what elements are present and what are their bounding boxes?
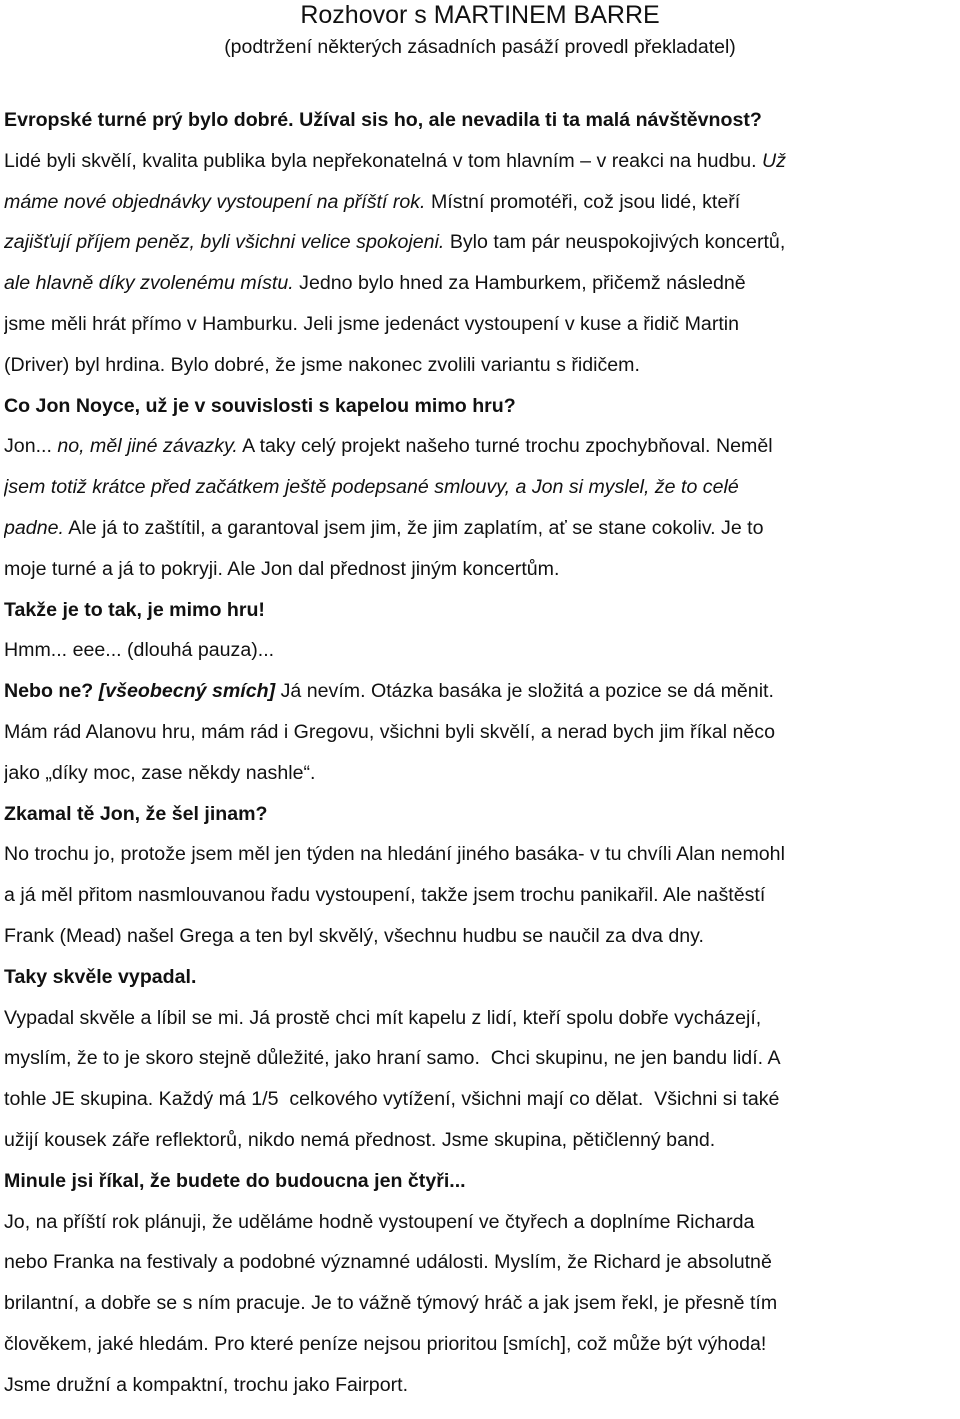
answer-text: Vypadal skvěle a líbil se mi. Já prostě chci mít kapelu z lidí, kteří spolu dobře vycházejí,	[4, 1006, 762, 1029]
text-line	[4, 834, 956, 875]
answer-text: Už	[762, 149, 786, 172]
answer-text: Frank (Mead) našel Grega a ten byl skvělý, všechnu hudbu se naučil za dva dny.	[4, 924, 704, 947]
text-line	[4, 304, 956, 345]
text-line	[4, 916, 956, 957]
answer-text: Jedno bylo hned za Hamburkem, přičemž následně	[293, 272, 746, 295]
answer-text: brilantní, a dobře se s ním pracuje. Je to vážně týmový hráč a jak jsem řekl, je přesně tím	[4, 1292, 778, 1315]
text-line	[4, 794, 956, 835]
text-line	[4, 1038, 956, 1079]
text-line	[4, 1324, 956, 1365]
text-line	[4, 345, 956, 386]
text-line	[4, 222, 956, 263]
answer-text: a já měl přitom nasmlouvanou řadu vystoupení, takže jsem trochu panikařil. Ale naštěstí	[4, 884, 766, 907]
answer-text: Jo, na příští rok plánuji, že uděláme hodně vystoupení ve čtyřech a doplníme Richarda	[4, 1210, 755, 1233]
answer-text: Mám rád Alanovu hru, mám rád i Gregovu, všichni byli skvělí, a nerad bych jim říkal něco	[4, 720, 776, 743]
question-text: Co Jon Noyce, už je v souvislosti s kapelou mimo hru?	[4, 394, 516, 417]
answer-text: Ale já to zaštítil, a garantoval jsem jim, že jim zaplatím, ať se stane cokoliv. Je to	[63, 516, 764, 539]
text-line	[4, 1202, 956, 1243]
answer-text: máme nové objednávky vystoupení na příští rok.	[4, 190, 426, 213]
answer-text: (Driver) byl hrdina. Bylo dobré, že jsme nakonec zvolili variantu s řidičem.	[4, 353, 640, 376]
answer-text: tohle JE skupina. Každý má 1/5 celkového vytížení, všichni mají co dělat. Všichni si také	[4, 1088, 780, 1111]
text-line	[4, 1161, 956, 1202]
answer-text: jsme měli hrát přímo v Hamburku. Jeli jsme jedenáct vystoupení v kuse a řidič Martin	[4, 312, 740, 335]
question-text: Nebo ne?	[4, 680, 99, 703]
text-line	[4, 263, 956, 304]
answer-text: zajišťují příjem peněz, byli všichni velice spokojeni.	[4, 231, 445, 254]
answer-text: Hmm... eee... (dlouhá pauza)...	[4, 639, 275, 662]
text-line	[4, 998, 956, 1039]
answer-text: Bylo tam pár neuspokojivých koncertů,	[444, 231, 786, 254]
text-line	[4, 182, 956, 223]
question-text: Takže je to tak, je mimo hru!	[4, 598, 265, 621]
text-line	[4, 1365, 956, 1406]
text-line	[4, 753, 956, 794]
text-line	[4, 1120, 956, 1161]
text-line	[4, 630, 956, 671]
answer-text: Jsme družní a kompaktní, trochu jako Fairport.	[4, 1373, 409, 1396]
text-line	[4, 1242, 956, 1283]
text-line	[4, 712, 956, 753]
text-line	[4, 141, 956, 182]
text-line	[4, 467, 956, 508]
answer-text: moje turné a já to pokryji. Ale Jon dal přednost jiným koncertům.	[4, 557, 560, 580]
answer-text: A taky celý projekt našeho turné trochu zpochybňoval.	[237, 435, 716, 458]
text-line	[4, 671, 956, 712]
text-line	[4, 1079, 956, 1120]
question-text: Evropské turné prý bylo dobré. Užíval sis ho, ale nevadila ti ta malá návštěvnost?	[4, 109, 762, 131]
answer-text: jsem totiž krátce před začátkem ještě podepsané smlouvy, a Jon si myslel, že to celé	[4, 476, 739, 499]
text-line	[4, 875, 956, 916]
answer-text: no, měl jiné závazky.	[57, 435, 238, 458]
answer-text: padne.	[4, 516, 64, 539]
answer-text: Neměl	[715, 435, 773, 458]
answer-text: nebo Franka na festivaly a podobné významné události. Myslím, že Richard je absolutně	[4, 1251, 772, 1274]
document-subtitle: (podtržení některých zásadních pasáží provedl překladatel)	[224, 36, 736, 58]
answer-text: Místní promotéři, což jsou lidé, kteří	[425, 190, 741, 213]
answer-text: Jon...	[4, 435, 58, 458]
interview-body	[4, 100, 956, 1406]
question-text: Minule jsi říkal, že budete do budoucna jen čtyři...	[4, 1169, 466, 1192]
text-line	[4, 100, 956, 141]
text-line	[4, 426, 956, 467]
answer-text: ale hlavně díky zvolenému místu.	[4, 272, 294, 295]
text-line	[4, 957, 956, 998]
answer-text: člověkem, jaké hledám. Pro které peníze nejsou prioritou [smích], což může být výhoda!	[4, 1332, 767, 1355]
text-line	[4, 590, 956, 631]
answer-text: Lidé byli skvělí, kvalita publika byla nepřekonatelná v tom hlavním – v reakci na hudbu.	[4, 149, 763, 172]
text-line	[4, 386, 956, 427]
answer-text: myslím, že to je skoro stejně důležité, jako hraní samo. Chci skupinu, ne jen bandu lidí. A	[4, 1047, 781, 1070]
document-title: Rozhovor s MARTINEM BARRE	[300, 1, 660, 29]
question-text: [všeobecný smích]	[98, 680, 276, 703]
answer-text: Já nevím. Otázka basáka je složitá a pozice se dá měnit.	[275, 680, 774, 703]
text-line	[4, 1283, 956, 1324]
answer-text: užijí kousek záře reflektorů, nikdo nemá přednost. Jsme skupina, pětičlenný band.	[4, 1128, 716, 1151]
answer-text: jako „díky moc, zase někdy nashle“.	[4, 761, 316, 784]
question-text: Zkamal tě Jon, že šel jinam?	[4, 802, 268, 825]
question-text: Taky skvěle vypadal.	[4, 965, 197, 988]
text-line	[4, 549, 956, 590]
text-line	[4, 508, 956, 549]
answer-text: No trochu jo, protože jsem měl jen týden na hledání jiného basáka- v tu chvíli Alan nemohl	[4, 843, 785, 866]
